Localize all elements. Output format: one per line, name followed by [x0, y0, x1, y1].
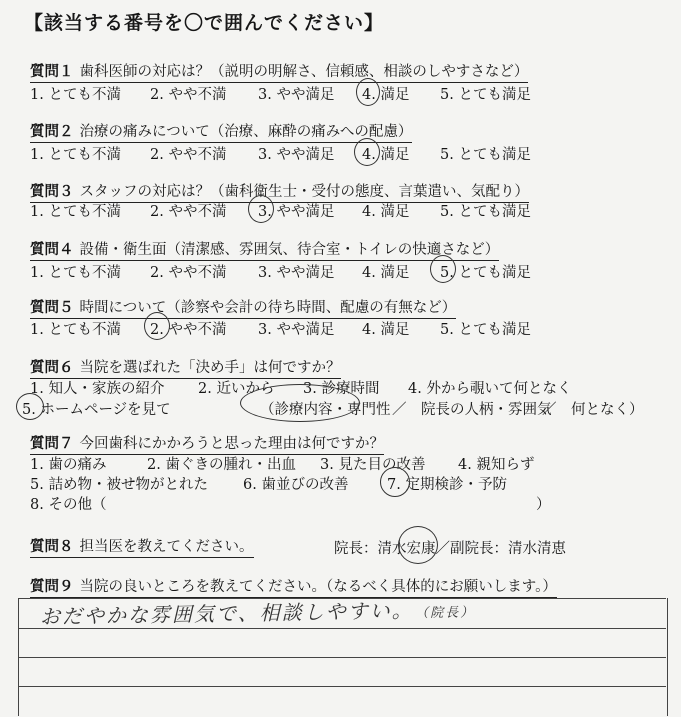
q7-option-7[interactable]: 7. 定期検診・予防: [387, 477, 507, 493]
selection-circle: [16, 393, 44, 420]
question-text: 当院の良いところを教えてください。（なるべく具体的にお願いします。）: [79, 579, 557, 595]
scale-option-2[interactable]: 2. やや不満: [150, 322, 227, 338]
scale-option-5[interactable]: 5. とても満足: [440, 265, 531, 281]
q6-option-3[interactable]: 3. 診療時間: [303, 381, 380, 397]
scale-option-2[interactable]: 2. やや不満: [150, 147, 227, 163]
selection-circle: [248, 195, 274, 223]
question-9-heading: [30, 575, 557, 598]
ruled-line: [18, 686, 666, 687]
doctor-answer: 院長：清水宏康／副院長：清水清恵: [334, 541, 566, 557]
q6-option-2[interactable]: 2. 近いから: [198, 381, 275, 397]
question-text: スタッフの対応は？（歯科衛生士・受付の態度、言葉遣い、気配り）: [79, 184, 529, 200]
selection-ellipse: [240, 384, 360, 422]
q7-option-5[interactable]: 5. 詰め物・被せ物がとれた: [30, 477, 208, 493]
question-text: 担当医を教えてください。: [79, 539, 254, 555]
scale-option-2[interactable]: 2. やや不満: [150, 204, 227, 220]
question-number: 質問６: [30, 359, 74, 376]
scale-option-5[interactable]: 5. とても満足: [440, 204, 531, 220]
question-number: 質問７: [30, 435, 74, 452]
q7-option-3[interactable]: 3. 見た目の改善: [320, 457, 426, 473]
question-text: 治療の痛みについて（治療、麻酔の痛みへの配慮）: [79, 124, 413, 140]
selection-circle: [398, 526, 438, 564]
scale-option-4[interactable]: 4. 満足: [362, 322, 410, 338]
question-number: 質問９: [30, 578, 74, 595]
scale-option-3[interactable]: 3. やや満足: [258, 322, 335, 338]
q7-option-1[interactable]: 1. 歯の痛み: [30, 457, 107, 473]
scale-option-4[interactable]: 4. 満足: [362, 204, 410, 220]
question-4-heading: [30, 238, 499, 261]
question-text: 設備・衛生面（清潔感、雰囲気、待合室・トイレの快適さなど）: [79, 242, 500, 258]
scale-option-3[interactable]: 3. やや満足: [258, 87, 335, 103]
selection-circle: [354, 138, 380, 166]
q7-option-2[interactable]: 2. 歯ぐきの腫れ・出血: [147, 457, 296, 473]
q6-option-5[interactable]: 5. ホームページを見て: [22, 402, 171, 418]
q6-sub-other[interactable]: ／ 何となく）: [542, 402, 644, 418]
scale-option-1[interactable]: 1. とても不満: [30, 87, 121, 103]
scale-option-4[interactable]: 4. 満足: [362, 87, 410, 103]
q7-option-6[interactable]: 6. 歯並びの改善: [243, 477, 349, 493]
question-text: 歯科医師の対応は？（説明の明解さ、信頼感、相談のしやすさなど）: [79, 64, 529, 80]
scale-option-5[interactable]: 5. とても満足: [440, 87, 531, 103]
question-number: 質問５: [30, 299, 74, 316]
q7-option-8[interactable]: 8. その他（: [30, 497, 107, 513]
question-6-heading: [30, 356, 341, 379]
page-title: 【該当する番号を〇で囲んでください】: [24, 12, 385, 34]
scale-option-1[interactable]: 1. とても不満: [30, 322, 121, 338]
question-text: 今回歯科にかかろうと思った理由は何ですか？: [79, 436, 384, 452]
scale-option-1[interactable]: 1. とても不満: [30, 265, 121, 281]
scale-option-3[interactable]: 3. やや満足: [258, 265, 335, 281]
q6-option-1[interactable]: 1. 知人・家族の紹介: [30, 381, 165, 397]
scale-option-2[interactable]: 2. やや不満: [150, 87, 227, 103]
scale-option-4[interactable]: 4. 満足: [362, 265, 410, 281]
scale-option-5[interactable]: 5. とても満足: [440, 147, 531, 163]
question-number: 質問８: [30, 538, 74, 555]
scale-option-1[interactable]: 1. とても不満: [30, 147, 121, 163]
question-7-heading: [30, 432, 384, 455]
question-2-heading: [30, 120, 412, 143]
question-text: 時間について（診察や会計の待ち時間、配慮の有無など）: [79, 300, 457, 316]
selection-circle: [430, 255, 456, 283]
question-text: 当院を選ばれた「決め手」は何ですか？: [79, 360, 341, 376]
question-number: 質問１: [30, 63, 74, 80]
q6-sub-content[interactable]: （診療内容・専門性: [260, 402, 391, 418]
scale-option-4[interactable]: 4. 満足: [362, 147, 410, 163]
scale-option-2[interactable]: 2. やや不満: [150, 265, 227, 281]
question-1-heading: [30, 60, 528, 83]
question-number: 質問４: [30, 241, 74, 258]
selection-circle: [380, 467, 410, 497]
scale-option-1[interactable]: 1. とても不満: [30, 204, 121, 220]
q6-sub-director[interactable]: ／ 院長の人柄・雰囲気: [392, 402, 552, 418]
question-number: 質問３: [30, 183, 74, 200]
ruled-line: [18, 657, 666, 658]
scale-option-3[interactable]: 3. やや満足: [258, 204, 335, 220]
handwritten-note: （院長）: [421, 605, 476, 622]
handwritten-text: おだやかな雰囲気で、相談しやすい。: [39, 598, 414, 629]
q6-option-4[interactable]: 4. 外から覗いて何となく: [408, 381, 572, 397]
q7-option-8-close: ）: [536, 497, 551, 513]
selection-circle: [144, 312, 170, 340]
scale-option-3[interactable]: 3. やや満足: [258, 147, 335, 163]
question-8-heading: [30, 535, 254, 558]
scale-option-5[interactable]: 5. とても満足: [440, 322, 531, 338]
selection-circle: [356, 78, 380, 106]
question-number: 質問２: [30, 123, 74, 140]
q7-option-4[interactable]: 4. 親知らず: [458, 457, 535, 473]
question-5-heading: [30, 296, 456, 319]
